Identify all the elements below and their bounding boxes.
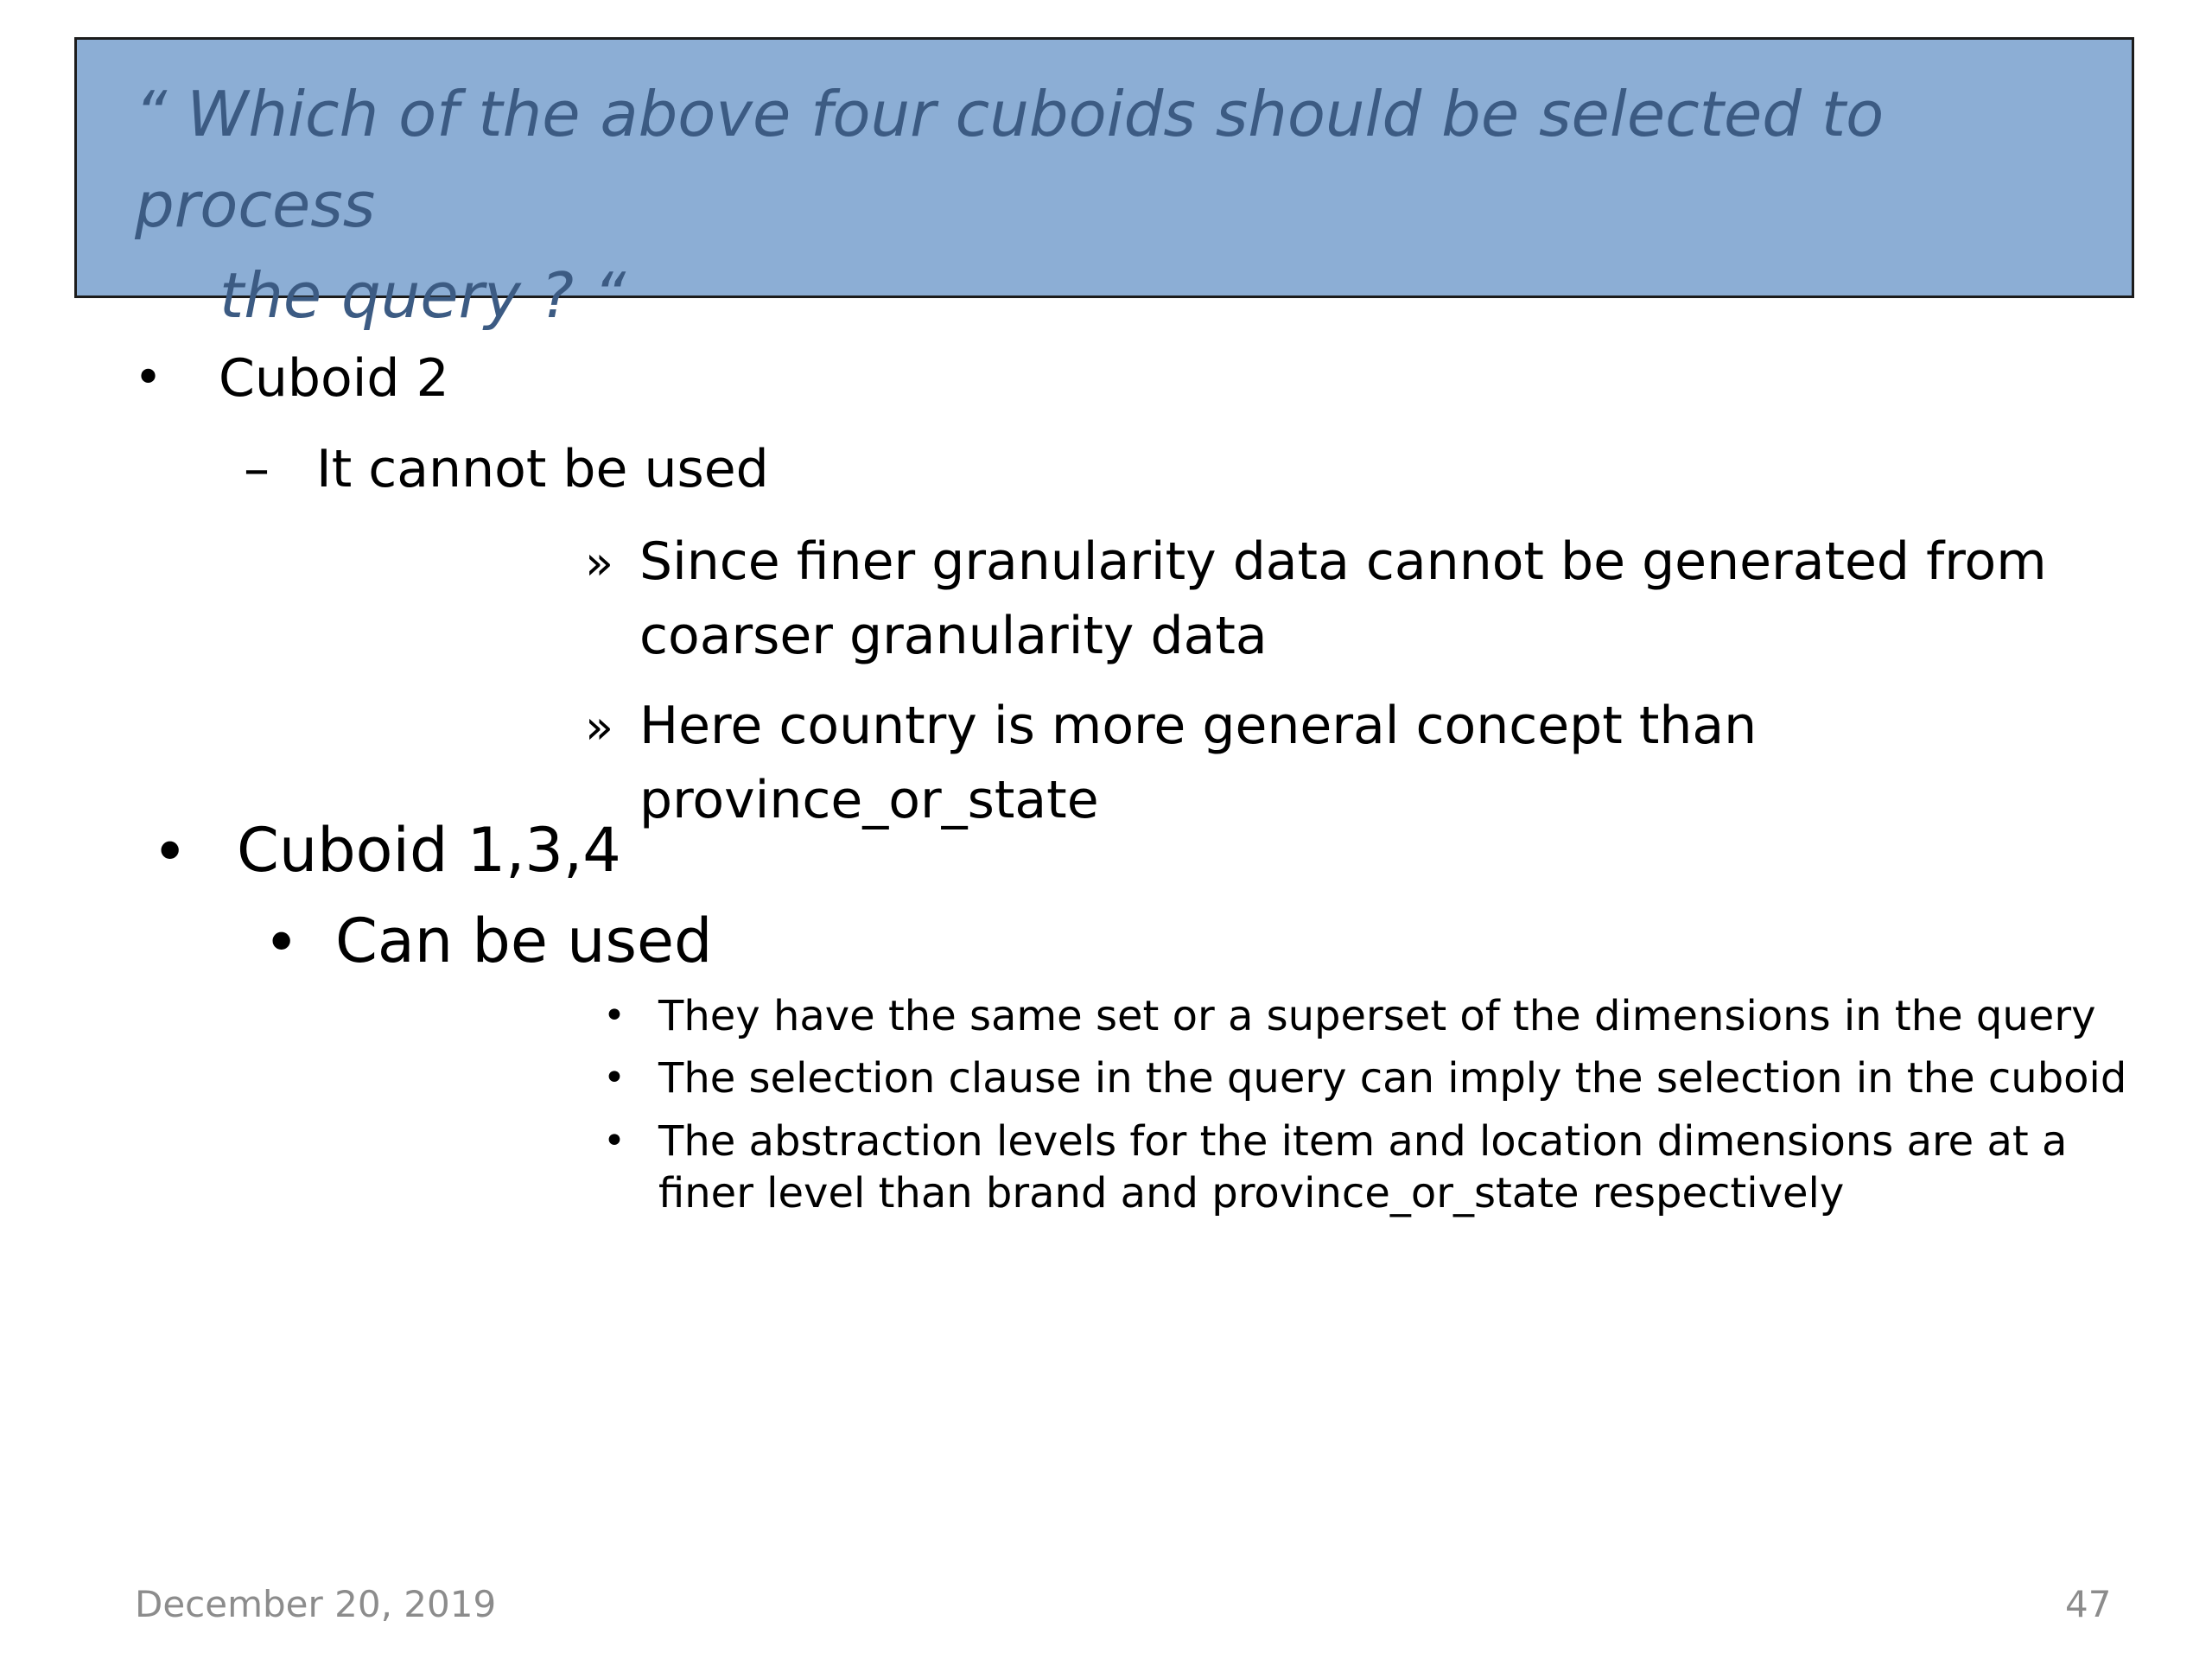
selection-clause-point: The selection clause in the query can imply the selection in the cuboid xyxy=(658,1054,2127,1103)
dash-marker: – xyxy=(244,439,270,499)
slide-title-line1: “ Which of the above four cuboids should be selected to process xyxy=(135,78,1885,241)
cuboid-2-heading: Cuboid 2 xyxy=(219,348,449,409)
bullet-marker: • xyxy=(134,350,163,406)
bullet-marker: • xyxy=(603,994,626,1038)
cuboid-134-heading: Cuboid 1,3,4 xyxy=(237,815,621,886)
page-number: 47 xyxy=(2065,1583,2112,1625)
point-marker: » xyxy=(585,536,614,590)
point-marker: » xyxy=(585,700,614,754)
abstraction-levels-point: The abstraction levels for the item and location dimensions are at a finer level than brand and province_or_state respectively xyxy=(658,1117,2068,1217)
finer-granularity-point: Since finer granularity data cannot be generated from coarser granularity data xyxy=(639,531,2047,666)
cannot-be-used-label: It cannot be used xyxy=(316,439,769,499)
bullet-marker: • xyxy=(152,817,188,887)
bullet-marker: • xyxy=(603,1119,626,1163)
can-be-used-label: Can be used xyxy=(335,906,713,976)
bullet-marker: • xyxy=(264,907,300,978)
bullet-marker: • xyxy=(603,1056,626,1100)
general-concept-point: Here country is more general concept than province_or_state xyxy=(639,696,1758,830)
footer-date: December 20, 2019 xyxy=(135,1583,497,1625)
slide-title xyxy=(135,69,2105,341)
superset-point: They have the same set or a superset of the dimensions in the query xyxy=(658,992,2096,1040)
slide-title-line2: the query ? “ xyxy=(219,259,626,332)
